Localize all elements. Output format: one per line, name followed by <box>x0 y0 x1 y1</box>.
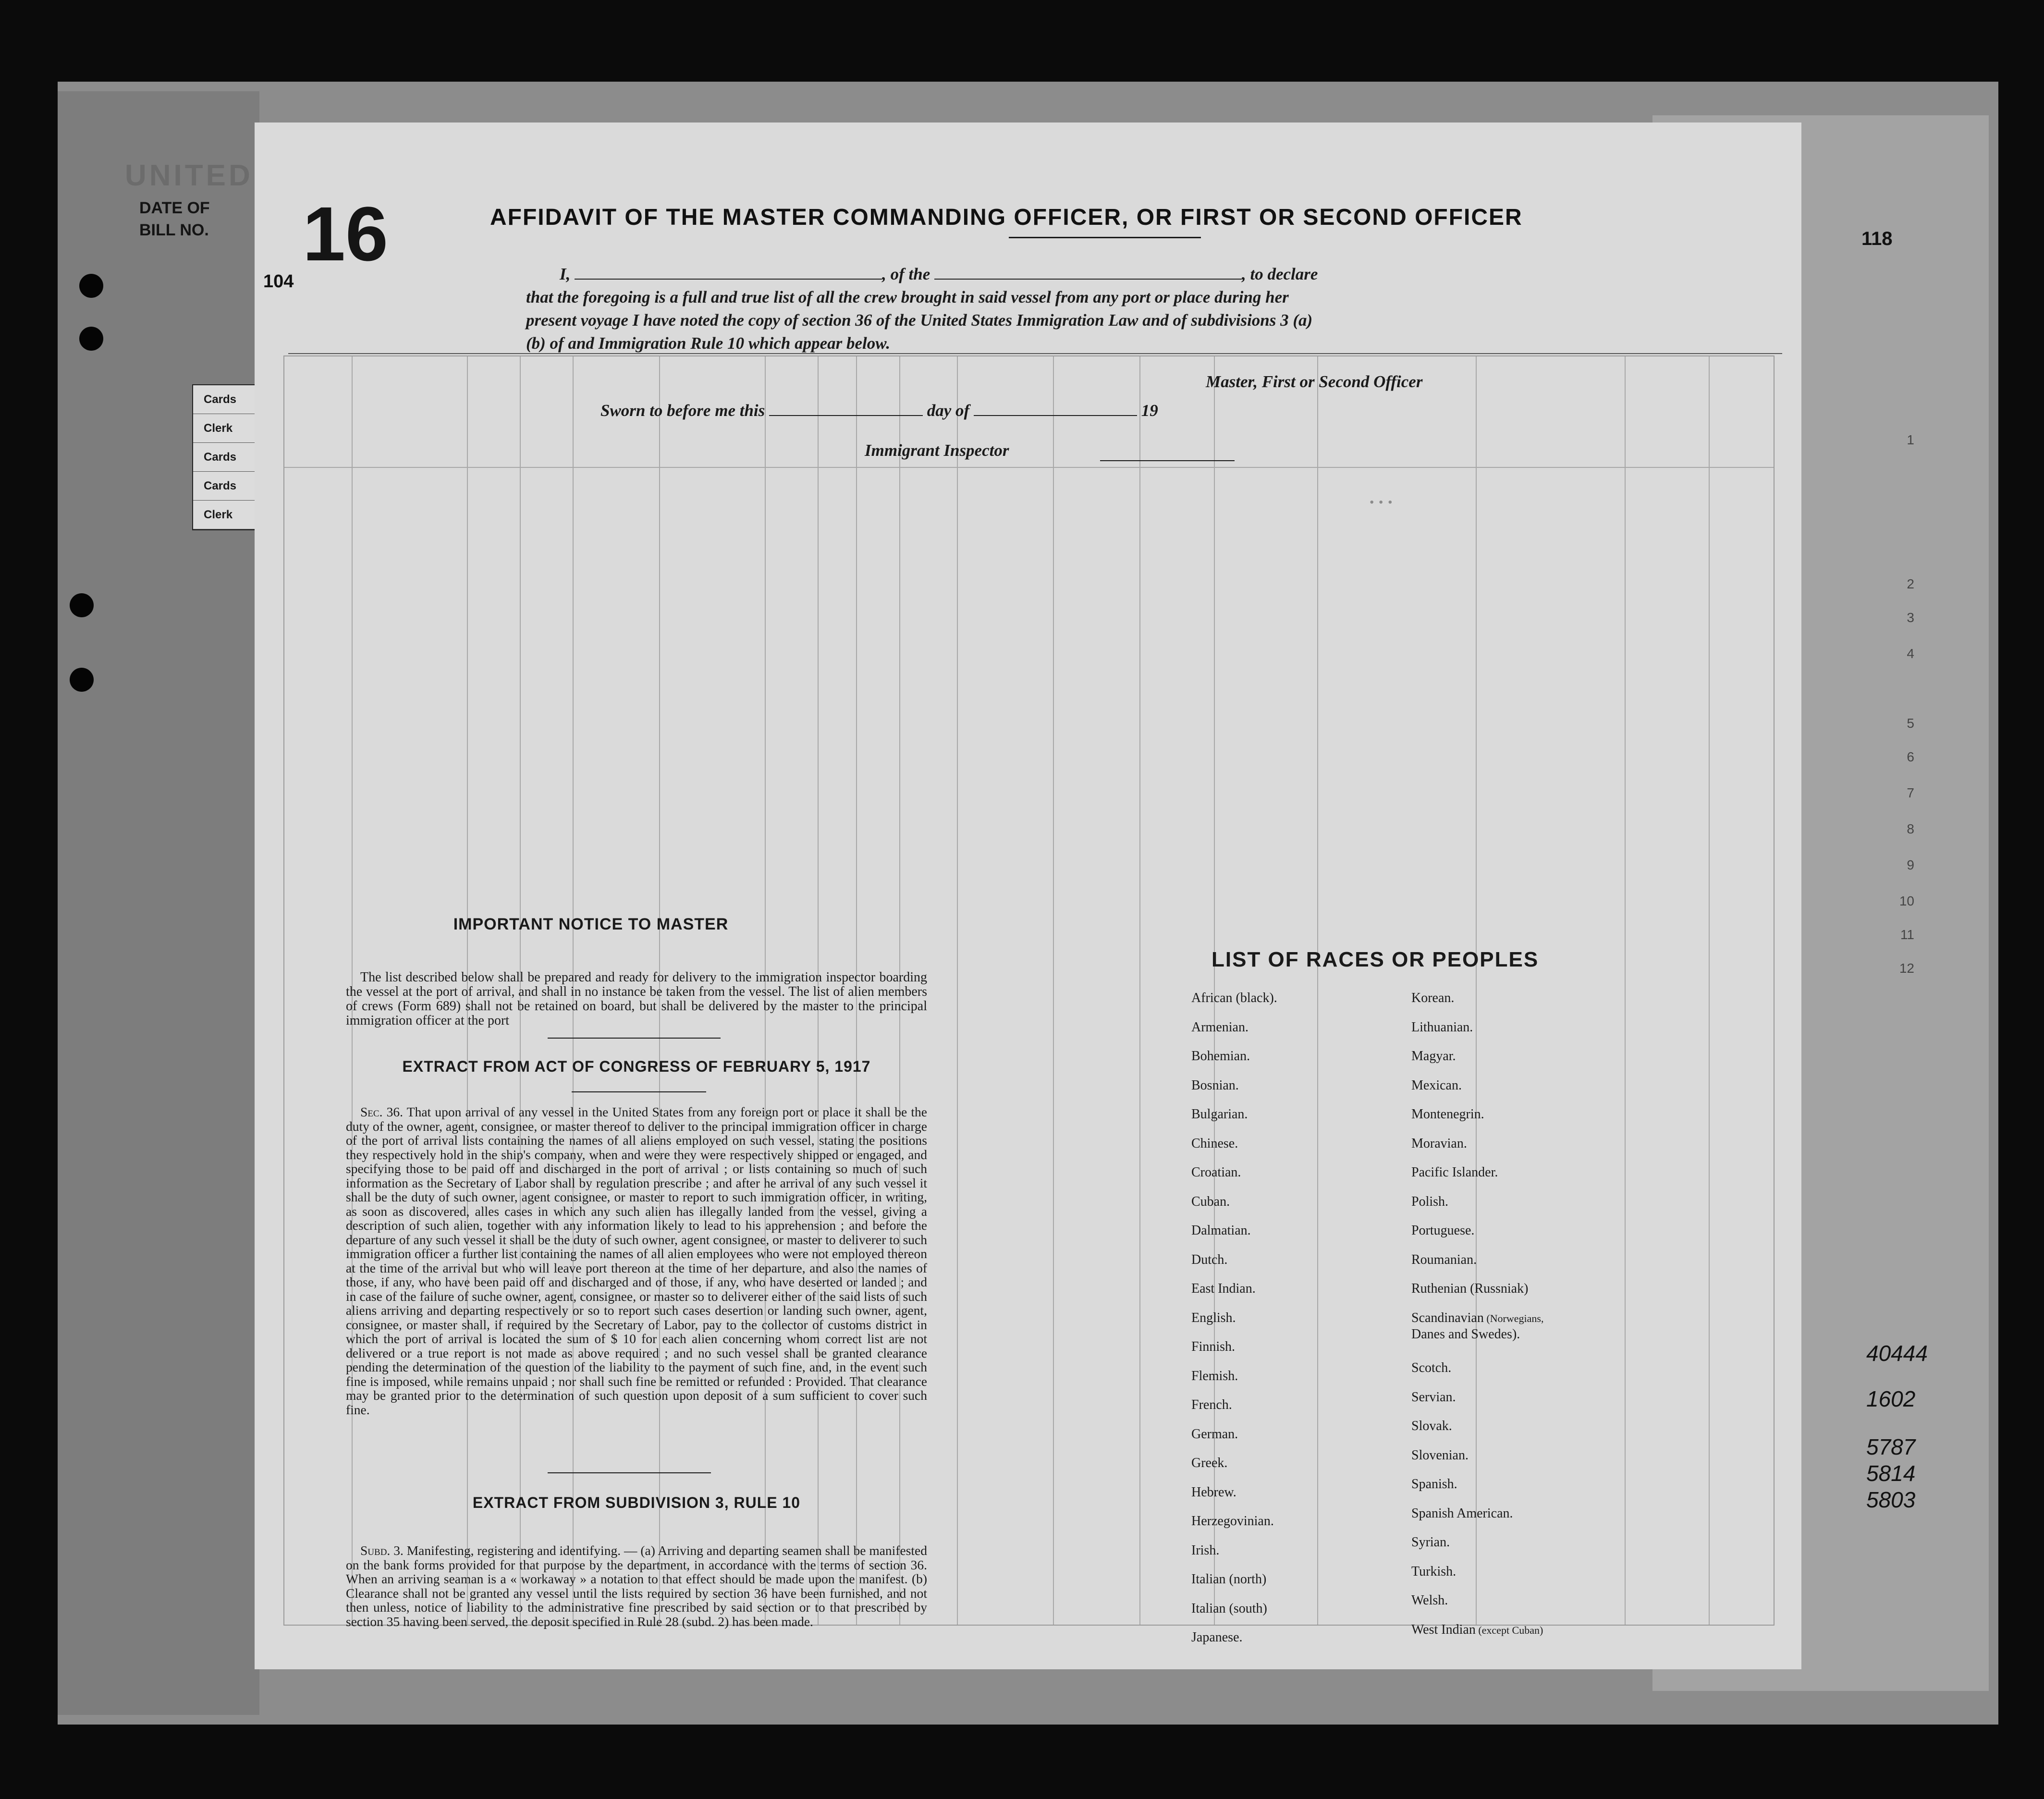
race-item: Chinese. <box>1191 1136 1238 1151</box>
row-number: 7 <box>1907 785 1914 800</box>
section-body: That upon arrival of any vessel in the United States from any foreign port or place it shall be the duty of the owner, agent, consignee, or master thereof to deliver to the principal immigration officer in charge of the port of arrival lists containing the names of all aliens employed on such vessel, stating the positions they respectively hold in the ship's company, when and were they were respectively shipped or engaged, and specifying those to be paid off and discharged in the port of arrival ; or lists containing so much of such information as the Secretary of Labor shall by regulation prescribe ; and after he arrival of any such vessel it shall be the duty of such owner, agent consignee, or master to report to such immigration officer, in writing, as soon as discovered, alles cases in which any such alien has illegally landed from the vessel, giving a description of such alien, together with any information likely to lead to his apprehension ; and before the departure of any such vessel it shall be the duty of such owner, agent consignee, or master to deliverer to such immigration officer a further list containing the names of all alien employees who were not employed thereon at the time of the arrival but who will leave port thereon at the time of her departure, and also the names of those, if any, who have been paid off and discharged and of those, if any, who have deserted or landed ; and in case of the failure of suche owner, agent, consignee, or master so to deliverer either of the said lists of such aliens arriving and departing respectively or so to report such cases desertion or landing such owner, agent, consignee, or master shall, if required by the Secretary of Labor, pay to the collector of customs district in which the port of arrival is located the sum of $ 10 for each alien concerning whom correct list are not delivered or a true report is not made as above required ; and no such vessel shall be granted clearance pending the determination of the question of the liability to the payment of such fine, and, in the event such fine is imposed, while remains unpaid ; nor shall such fine be remitted or refunded : Provided. That clearance may be granted prior to the determination of such question upon deposit of a sum sufficient to cover such fine. <box>346 1104 927 1417</box>
subdivision-title: EXTRACT FROM SUBDIVISION 3, RULE 10 <box>472 1494 801 1511</box>
inspector-label: Immigrant Inspector <box>865 441 1009 460</box>
race-item: Italian (south) <box>1191 1601 1267 1616</box>
inspector-line <box>1100 460 1235 461</box>
race-note: (Norwegians, <box>1483 1312 1544 1324</box>
race-item: Flemish. <box>1191 1368 1238 1383</box>
row-number: 5 <box>1907 716 1914 731</box>
race-item: French. <box>1191 1397 1232 1412</box>
race-item: Scotch. <box>1411 1360 1452 1375</box>
handwritten-code: 40444 <box>1866 1341 1928 1366</box>
day-blank[interactable] <box>769 415 923 416</box>
race-item: Herzegovinian. <box>1191 1514 1274 1529</box>
left-stamp-line: BILL NO. <box>139 221 209 239</box>
section-36-text <box>346 1105 927 1417</box>
race-item: Spanish. <box>1411 1477 1457 1492</box>
handwritten-code: 5803 <box>1866 1487 1916 1512</box>
race-item: Mexican. <box>1411 1077 1462 1093</box>
cards-box-row: Cards <box>193 385 263 414</box>
subdivision-text <box>346 1543 927 1628</box>
race-item: Syrian. <box>1411 1535 1450 1550</box>
big-handwritten-number: 16 <box>303 191 388 277</box>
notice-body: The list described below shall be prepared and ready for delivery to the immigration inspector boarding the vessel at the port of arrival, and shall in no instance be taken from the vessel. The list of alien members of crews (Form 689) shall not be retained on board, but shall be delivered by the master to the principal immigration officer at the port <box>346 970 927 1028</box>
race-item: Moravian. <box>1411 1136 1467 1151</box>
affidavit-title: AFFIDAVIT OF THE MASTER COMMANDING OFFICER, OR FIRST OR SECOND OFFICER <box>490 205 1523 230</box>
subdivision-body-a: Manifesting, registering and identifying. — (a) Arriving and departing seamen shall be manifested on the bank forms provided for that purpose by the department, in accordance with the terms of section 36. When an arriving seaman is a « workaway » a notation to that effect should be made upon the manifest. <box>346 1543 927 1586</box>
handwritten-code: 5787 <box>1866 1434 1916 1459</box>
punch-hole <box>70 593 94 617</box>
race-item: German. <box>1191 1426 1238 1442</box>
affidavit-rule <box>288 353 1782 354</box>
race-item: Welsh. <box>1411 1593 1448 1608</box>
sworn-statement <box>600 401 1158 420</box>
subdivision-body-b: (b) Clearance shall not be granted any vessel until the lists required by section 36 have been furnished, and not then unless, notice of liability to the administrative fine prescribed by said section or to that prescribed by section 35 having been served, the deposit specified in Rule 28 (subd. 2) has been made. <box>346 1571 928 1629</box>
race-item: Dalmatian. <box>1191 1223 1251 1238</box>
race-item: East Indian. <box>1191 1281 1256 1296</box>
race-item: Irish. <box>1191 1542 1220 1558</box>
race-item: Bohemian. <box>1191 1049 1250 1064</box>
race-item: Magyar. <box>1411 1049 1456 1064</box>
page-number: 118 <box>1861 228 1893 249</box>
left-stamp <box>139 197 210 241</box>
race-item: Polish. <box>1411 1194 1449 1209</box>
signature-label: Master, First or Second Officer <box>1206 372 1423 391</box>
punch-hole <box>79 274 103 298</box>
row-number: 6 <box>1907 749 1914 764</box>
races-title: LIST OF RACES OR PEOPLES <box>1212 948 1539 971</box>
reference-number: 104 <box>263 271 294 292</box>
race-item: West Indian (except Cuban) <box>1411 1622 1543 1637</box>
race-item: Finnish. <box>1191 1339 1236 1354</box>
race-note: (except Cuban) <box>1475 1624 1543 1636</box>
race-item: Greek. <box>1191 1456 1228 1470</box>
extract-rule <box>572 1091 706 1092</box>
race-item: Bosnian. <box>1191 1077 1239 1093</box>
cards-box-row: Clerk <box>193 501 263 529</box>
vessel-blank[interactable] <box>934 279 1242 280</box>
row-number: 3 <box>1907 610 1914 625</box>
row-number: 12 <box>1899 961 1914 976</box>
row-number: 1 <box>1907 432 1914 447</box>
cards-box-row: Cards <box>193 443 263 472</box>
cards-box <box>192 384 264 530</box>
race-item: Japanese. <box>1191 1630 1243 1645</box>
bleedthrough-row: • • • <box>1370 496 1393 509</box>
faint-header-letters: UNITED <box>125 159 253 192</box>
subdivision-lead: Subd. 3. <box>360 1543 404 1558</box>
race-item: Spanish American. <box>1411 1505 1513 1521</box>
affidavit-page <box>255 122 1801 1669</box>
race-item: Lithuanian. <box>1411 1019 1473 1035</box>
title-underline <box>1009 237 1201 238</box>
cards-box-row: Clerk <box>193 414 263 443</box>
row-number: 10 <box>1899 893 1914 908</box>
race-item: Portuguese. <box>1411 1223 1475 1238</box>
race-item: Roumanian. <box>1411 1252 1477 1267</box>
affidavit-line2: that the foregoing is a full and true list of all the crew brought in said vessel from any port or place during her <box>526 288 1289 306</box>
race-item: Turkish. <box>1411 1564 1457 1579</box>
row-number: 9 <box>1907 857 1914 872</box>
race-item: Korean. <box>1411 991 1455 1005</box>
handwritten-code: 1602 <box>1866 1386 1916 1411</box>
name-blank[interactable] <box>575 279 882 280</box>
section-lead: Sec. 36. <box>360 1104 404 1119</box>
race-item: Servian. <box>1411 1389 1456 1405</box>
left-stamp-line: DATE OF <box>139 199 210 217</box>
month-blank[interactable] <box>974 415 1137 416</box>
affidavit-line4: (b) of and Immigration Rule 10 which appear below. <box>526 334 891 353</box>
race-item: English. <box>1191 1310 1236 1325</box>
race-item: Scandinavian (Norwegians, <box>1411 1310 1544 1325</box>
sworn-text: Sworn to before me this <box>600 401 765 420</box>
race-item: Danes and Swedes). <box>1411 1326 1520 1342</box>
race-item: Bulgarian. <box>1191 1107 1248 1122</box>
notice-title: IMPORTANT NOTICE TO MASTER <box>453 915 729 933</box>
row-number: 11 <box>1900 927 1914 942</box>
section-rule <box>548 1472 711 1473</box>
affidavit-line1-c: , to declare <box>1242 265 1318 283</box>
race-item: Dutch. <box>1191 1252 1228 1267</box>
extract-title: EXTRACT FROM ACT OF CONGRESS OF FEBRUARY 5, 1917 <box>402 1058 871 1075</box>
sworn-day-of: day of <box>927 401 970 420</box>
race-item: Slovak. <box>1411 1419 1452 1433</box>
race-item: Croatian. <box>1191 1165 1241 1180</box>
race-item: African (black). <box>1191 991 1277 1005</box>
affidavit-line3: present voyage I have noted the copy of section 36 of the United States Immigration Law and of subdivisions 3 (a) <box>526 311 1313 330</box>
race-item: Italian (north) <box>1191 1572 1267 1587</box>
race-item: Ruthenian (Russniak) <box>1411 1281 1529 1296</box>
sworn-year: 19 <box>1141 401 1158 420</box>
row-number: 2 <box>1907 576 1914 591</box>
race-item: Cuban. <box>1191 1194 1230 1209</box>
row-number: 4 <box>1907 646 1914 661</box>
race-item: Montenegrin. <box>1411 1107 1484 1122</box>
punch-hole <box>79 327 103 351</box>
row-number: 8 <box>1907 821 1914 836</box>
notice-rule <box>548 1038 721 1039</box>
handwritten-code: 5814 <box>1866 1461 1916 1486</box>
affidavit-line1-a: I, <box>560 265 571 283</box>
race-item: Hebrew. <box>1191 1484 1236 1500</box>
punch-hole <box>70 668 94 692</box>
affidavit-line1-b: , of the <box>882 265 930 283</box>
cards-box-row: Cards <box>193 472 263 501</box>
race-item: Pacific Islander. <box>1411 1165 1498 1180</box>
race-item: Slovenian. <box>1411 1447 1469 1463</box>
race-item: Armenian. <box>1191 1019 1248 1035</box>
